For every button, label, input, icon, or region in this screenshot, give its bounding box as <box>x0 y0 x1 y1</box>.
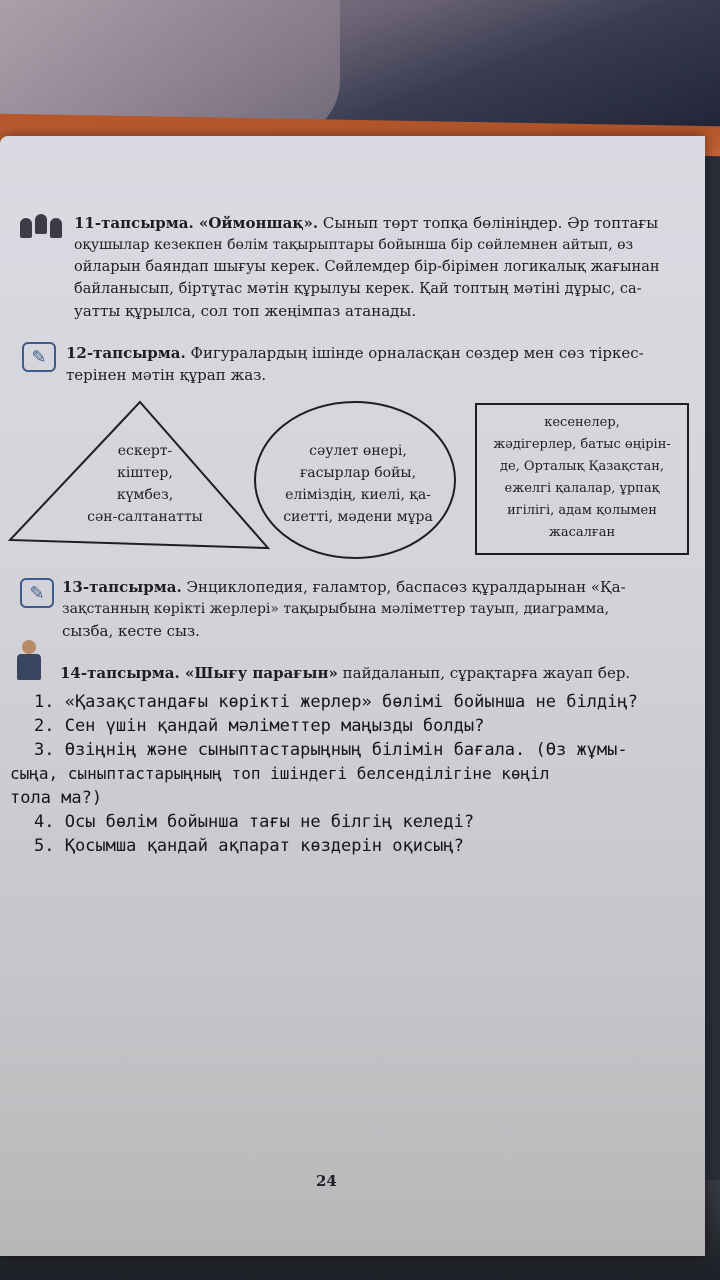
task-13-title: 13-тапсырма. <box>62 578 182 596</box>
rectangle-word: жасалған <box>548 525 616 540</box>
task-14-title: 14-тапсырма. «Шығу парағын» <box>60 664 338 682</box>
triangle-word: сән-салтанатты <box>87 509 203 525</box>
task-11-line: уатты құрылса, сол топ жеңімпаз атанады. <box>74 302 417 320</box>
question-item: 4. Осы бөлім бойынша тағы не білгің келеді? <box>34 812 475 832</box>
circle-word: сәулет өнері, <box>309 443 407 459</box>
task-11-title: 11-тапсырма. «Оймоншақ». <box>74 214 319 232</box>
circle-text <box>258 440 458 528</box>
rectangle-word: ежелгі қалалар, ұрпақ <box>504 481 660 496</box>
task-12-line: терінен мәтін құрап жаз. <box>66 366 267 384</box>
task-13 <box>62 576 698 642</box>
rectangle-text <box>478 412 686 544</box>
task-11-line: ойларын баяндап шығуы керек. Сөйлемдер бір-бірімен логикалық жағынан <box>74 259 660 275</box>
circle-word: сиетті, мәдени мұра <box>283 509 433 525</box>
rectangle-word: жәдігерлер, батыс өңірін- <box>493 437 671 452</box>
task-12-line: Фигуралардың ішінде орналасқан сөздер мен сөз тіркес- <box>190 344 644 362</box>
task-12 <box>66 342 696 386</box>
pencil-icon: ✎ <box>20 578 54 608</box>
question-item: сыңа, сыныптастарыңның топ ішіндегі белсенділігіне көңіл <box>10 764 550 783</box>
triangle-word: ескерт- <box>117 443 173 459</box>
student-icon <box>14 640 44 682</box>
task-13-line: зақстанның көрікті жерлері» тақырыбына мәліметтер тауып, диаграмма, <box>62 601 610 617</box>
task-13-line: Энциклопедия, ғаламтор, баспасөз құралдарынан «Қа- <box>186 578 626 596</box>
task-14-line: пайдаланып, сұрақтарға жауап бер. <box>342 664 631 682</box>
task-11-line: Сынып төрт топқа бөлініңдер. Әр топтағы <box>322 214 659 232</box>
questions-list <box>10 690 700 858</box>
task-12-title: 12-тапсырма. <box>66 344 186 362</box>
task-14 <box>60 662 700 684</box>
triangle-word: күмбез, <box>116 487 174 503</box>
rectangle-word: игілігі, адам қолымен <box>507 503 657 518</box>
question-item: 2. Сен үшін қандай мәліметтер маңызды болды? <box>34 716 485 736</box>
page-number: 24 <box>316 1172 337 1190</box>
triangle-text <box>70 440 220 528</box>
circle-word: еліміздің, киелі, қа- <box>285 487 431 503</box>
task-11-line: оқушылар кезекпен бөлім тақырыптары бойынша бір сөйлемнен айтып, өз <box>74 237 634 253</box>
task-11-line: байланысып, біртұтас мәтін құрылуы керек. Қай топтың мәтіні дұрыс, са- <box>74 281 642 297</box>
circle-word: ғасырлар бойы, <box>299 465 417 481</box>
question-item: 3. Өзіңнің және сыныптастарыңның білімін бағала. (Өз жұмы- <box>34 740 628 760</box>
group-icon <box>20 212 64 242</box>
triangle-word: кіштер, <box>117 465 173 481</box>
rectangle-word: кесенелер, <box>544 415 620 430</box>
rectangle-word: де, Орталық Қазақстан, <box>499 459 665 474</box>
task-13-line: сызба, кесте сыз. <box>62 622 200 640</box>
question-item: 1. «Қазақстандағы көрікті жерлер» бөлімі бойынша не білдің? <box>34 692 638 712</box>
task-11 <box>74 212 694 322</box>
question-item: тола ма?) <box>10 788 103 808</box>
question-item: 5. Қосымша қандай ақпарат көздерін оқисың? <box>34 836 464 856</box>
pencil-icon: ✎ <box>22 342 56 372</box>
